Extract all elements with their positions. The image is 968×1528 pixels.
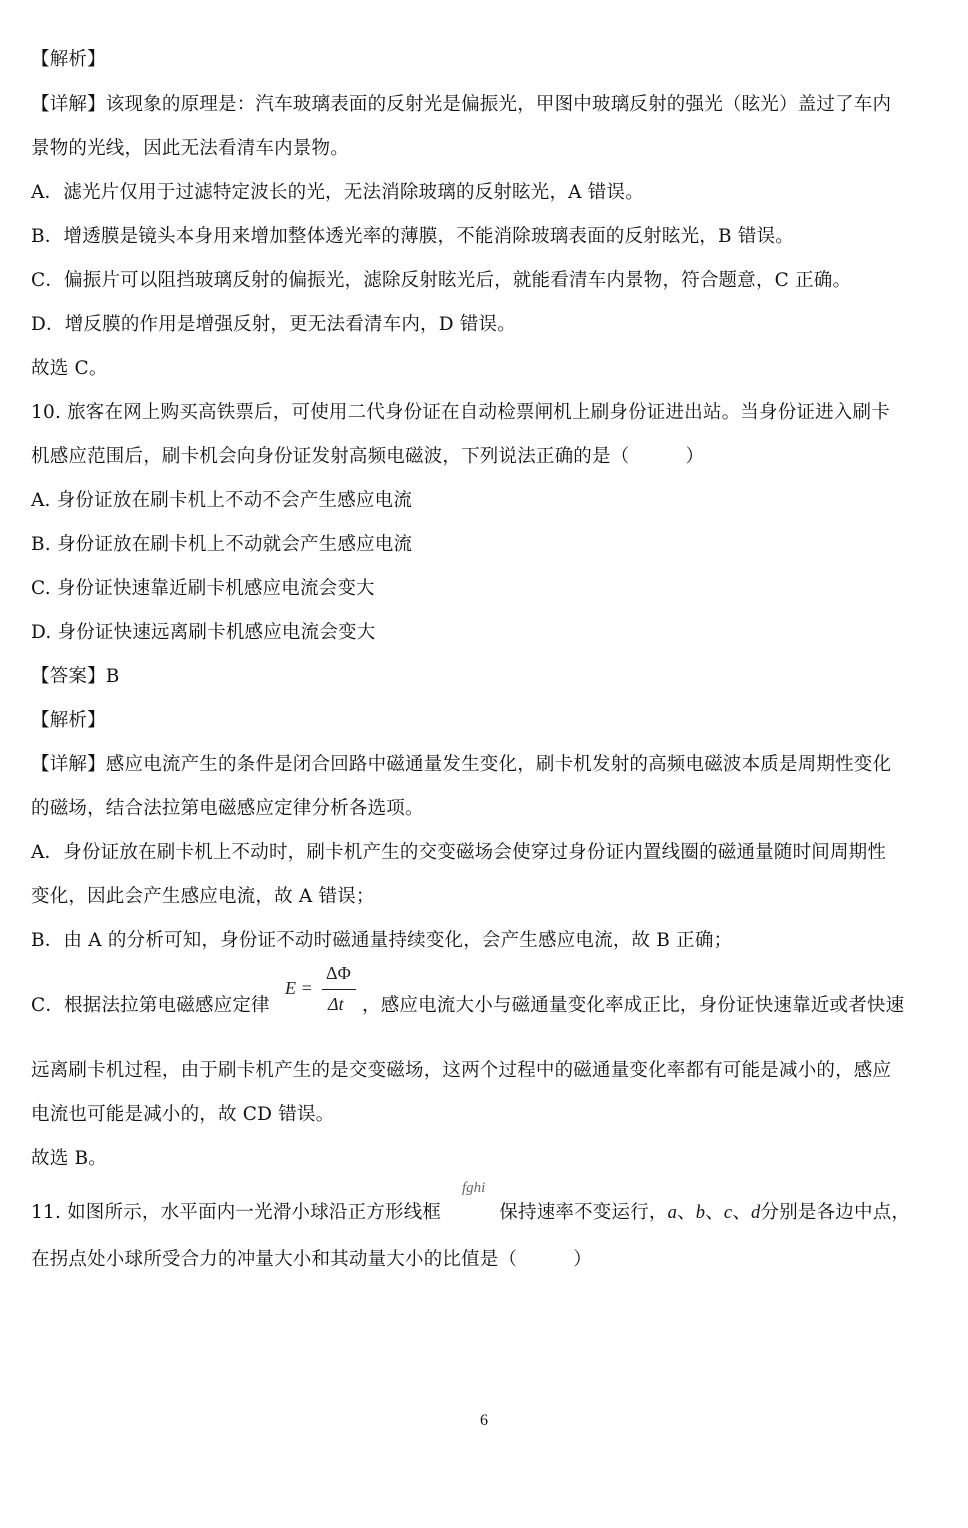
- separator: 、: [732, 1202, 752, 1223]
- separator: 、: [677, 1202, 696, 1223]
- analysis-heading: 【解析】: [31, 710, 106, 731]
- detail-line: 景物的光线，因此无法看清车内景物。: [31, 138, 349, 159]
- question-10-stem: 10. 旅客在网上购买高铁票后，可使用二代身份证在自动检票闸机上刷身份证进出站。当身份证进入刷卡: [31, 402, 890, 423]
- point-a: a: [667, 1203, 678, 1223]
- question-10-option-d: D. 身份证快速远离刷卡机感应电流会变大: [31, 622, 376, 643]
- option-analysis-c: C．偏振片可以阻挡玻璃反射的偏振光，滤除反射眩光后，就能看清车内景物，符合题意，C 正确。: [31, 270, 852, 291]
- option-analysis-a: A．滤光片仅用于过滤特定波长的光，无法消除玻璃的反射眩光，A 错误。: [31, 182, 644, 203]
- answer-line: 【答案】B: [31, 666, 120, 687]
- option-analysis-c-suffix: ，感应电流大小与磁通量变化率成正比，身份证快速靠近或者快速: [362, 995, 905, 1016]
- formula-denominator: Δt: [328, 994, 344, 1014]
- option-analysis-a: A．身份证放在刷卡机上不动时，刷卡机产生的交变磁场会使穿过身份证内置线圈的磁通量随时间周期性: [31, 842, 887, 863]
- detail-line: 电流也可能是减小的，故 CD 错误。: [31, 1104, 335, 1125]
- option-analysis-c-prefix: C．根据法拉第电磁感应定律: [31, 995, 270, 1016]
- question-10-option-b: B. 身份证放在刷卡机上不动就会产生感应电流: [31, 534, 413, 555]
- option-analysis-b: B．增透膜是镜头本身用来增加整体透光率的薄膜，不能消除玻璃表面的反射眩光，B 错误。: [31, 226, 794, 247]
- detail-line: 【详解】感应电流产生的条件是闭合回路中磁通量发生变化，刷卡机发射的高频电磁波本质是周期性变化: [31, 754, 892, 775]
- question-11-stem: 在拐点处小球所受合力的冲量大小和其动量大小的比值是（ ）: [31, 1249, 593, 1270]
- conclusion: 故选 C。: [31, 358, 108, 379]
- option-analysis-a: 变化，因此会产生感应电流，故 A 错误；: [31, 886, 375, 907]
- formula-lhs: E =: [285, 978, 313, 998]
- detail-line: 【详解】该现象的原理是：汽车玻璃表面的反射光是偏振光，甲图中玻璃反射的强光（眩光）盖过了车内: [31, 94, 892, 115]
- question-11-prefix: 11. 如图所示，水平面内一光滑小球沿正方形线框: [31, 1202, 442, 1223]
- question-10-option-c: C. 身份证快速靠近刷卡机感应电流会变大: [31, 578, 375, 599]
- conclusion: 故选 B。: [31, 1148, 107, 1169]
- option-analysis-d: D．增反膜的作用是增强反射，更无法看清车内，D 错误。: [31, 314, 516, 335]
- point-b: b: [695, 1203, 706, 1223]
- separator: 、: [705, 1202, 724, 1223]
- detail-line: 的磁场，结合法拉第电磁感应定律分析各选项。: [31, 798, 424, 819]
- point-c: c: [723, 1203, 733, 1223]
- formula-numerator: ΔΦ: [326, 963, 351, 983]
- question-11-middle: 保持速率不变运行，: [499, 1202, 668, 1223]
- question-11-suffix: 分别是各边中点，: [760, 1202, 911, 1223]
- question-11-stem: [31, 1201, 910, 1225]
- option-analysis-b: B．由 A 的分析可知，身份证不动时磁通量持续变化，会产生感应电流，故 B 正确；: [31, 930, 733, 951]
- question-10-stem: 机感应范围后，刷卡机会向身份证发射高频电磁波，下列说法正确的是（ ）: [31, 446, 705, 467]
- question-10-option-a: A. 身份证放在刷卡机上不动不会产生感应电流: [31, 490, 413, 511]
- fraction-bar: [322, 989, 356, 990]
- frame-label: fghi: [462, 1180, 486, 1196]
- detail-line: 远离刷卡机过程，由于刷卡机产生的是交变磁场，这两个过程中的磁通量变化率都有可能是减小的，感应: [31, 1060, 892, 1081]
- analysis-heading: 【解析】: [31, 49, 106, 70]
- point-d: d: [751, 1203, 761, 1223]
- page-number: 6: [480, 1412, 488, 1429]
